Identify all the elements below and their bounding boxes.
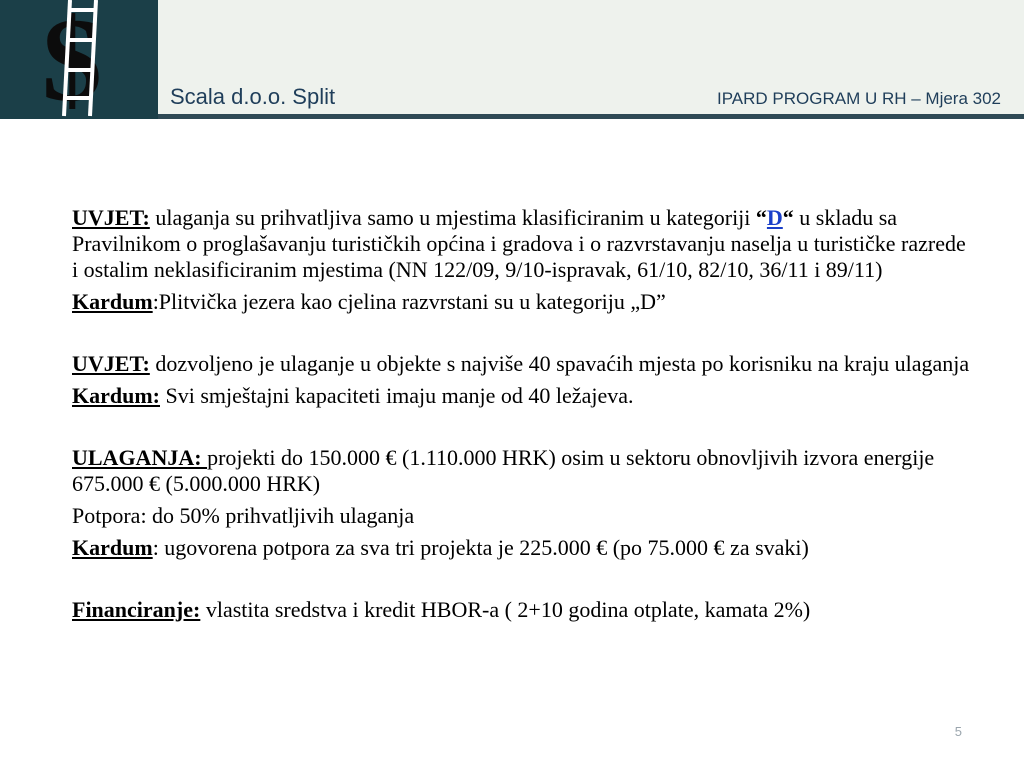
kardum-support-paragraph <box>72 535 972 561</box>
slide-body <box>72 205 972 623</box>
support-text: Potpora: do 50% prihvatljivih ulaganja <box>72 503 415 528</box>
kardum-beds-text: Svi smještajni kapaciteti imaju manje od 40 ležajeva. <box>160 383 634 408</box>
company-name: Scala d.o.o. Split <box>170 84 336 109</box>
investments-paragraph <box>72 445 972 497</box>
program-title: IPARD PROGRAM U RH – Mjera 302 <box>716 89 1001 108</box>
kardum-support-text: : ugovorena potpora za sva tri projekta je 225.000 € (po 75.000 € za svaki) <box>152 535 809 560</box>
investments-label: ULAGANJA: <box>72 445 208 470</box>
kardum-beds-paragraph <box>72 383 972 409</box>
condition-text: ulaganja su prihvatljiva samo u mjestima klasificiranim u kategoriji <box>149 205 756 230</box>
kardum-label: Kardum: <box>72 383 160 408</box>
condition-label: UVJET: <box>72 351 150 376</box>
kardum-category-paragraph <box>72 289 972 315</box>
financing-label: Financiranje: <box>72 597 201 622</box>
condition-location-paragraph <box>72 205 972 283</box>
kardum-category-text: :Plitvička jezera kao cjelina razvrstani su u kategoriju „D” <box>152 289 666 314</box>
header-divider <box>158 114 1024 119</box>
kardum-label: Kardum <box>72 535 153 560</box>
investments-text: projekti do 150.000 € (1.110.000 HRK) osim u sektoru obnovljivih izvora energije 675.000 € (5.000.000 HRK) <box>72 445 935 496</box>
dollar-logo-glyph: $ <box>42 0 102 119</box>
condition-beds-text: dozvoljeno je ulaganje u objekte s najviše 40 spavaćih mjesta po korisniku na kraju ulaganja <box>149 351 970 376</box>
slide-number: 5 <box>954 724 962 739</box>
financing-text: vlastita sredstva i kredit HBOR-a ( 2+10 godina otplate, kamata 2%) <box>200 597 811 622</box>
support-paragraph <box>72 503 972 529</box>
quote-open: “ <box>755 205 767 230</box>
kardum-label: Kardum <box>72 289 153 314</box>
quote-close: “ <box>782 205 794 230</box>
condition-label: UVJET: <box>72 205 150 230</box>
category-d-link[interactable]: D <box>766 205 783 230</box>
condition-text-continued: u skladu sa Pravilnikom o proglašavanju turističkih općina i gradova i o razvrstavanju naselja u turističke razrede i ostalim neklasificiranim mjestima (NN 122/09, 9/10-ispravak, 61/10, 82/10, 36/11 i 89/11) <box>72 205 966 282</box>
condition-beds-paragraph <box>72 351 972 377</box>
financing-paragraph <box>72 597 972 623</box>
company-logo <box>0 0 158 119</box>
